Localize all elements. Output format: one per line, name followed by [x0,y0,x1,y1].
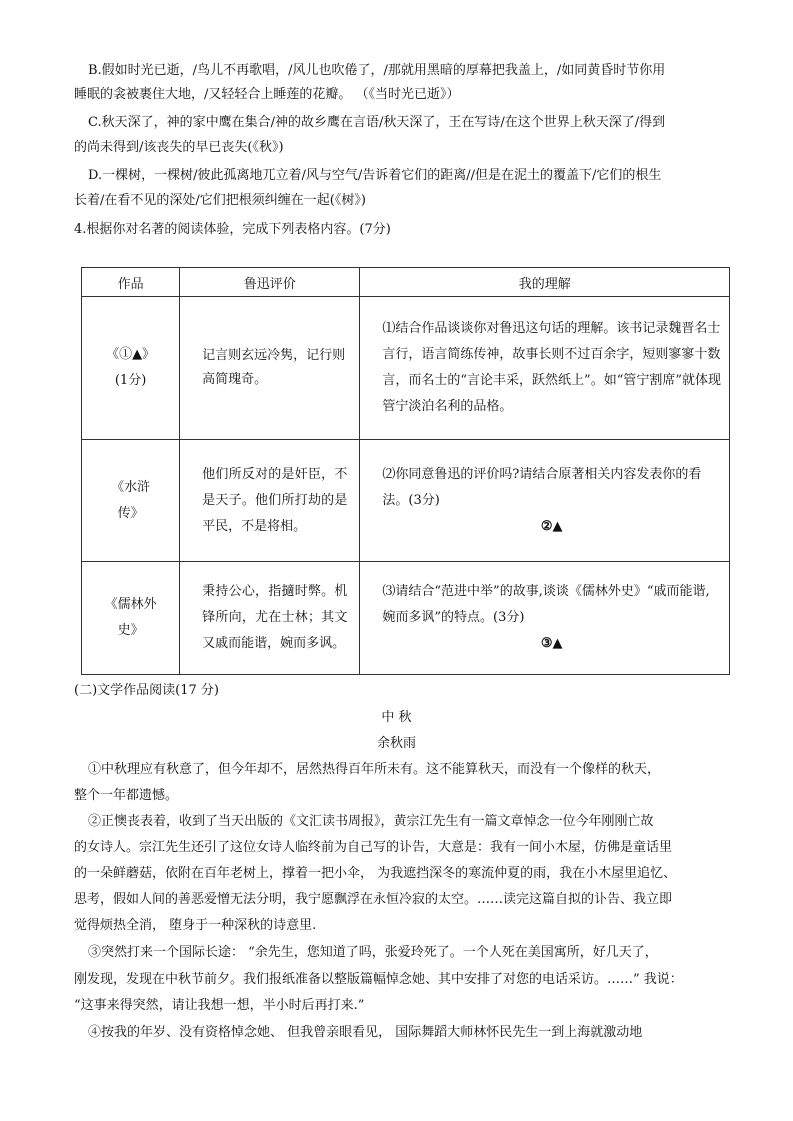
poem-b-line2: 睡眠的衾被裹住大地，/又轻轻合上睡莲的花瓣。 （《当时光已逝》） [74,87,460,102]
paragraph-2-line1: ②正懊丧表着，收到了当天出版的《文汇读书周报》，黄宗江先生有一篇文章悼念一位今年刚刚亡故 [88,814,654,829]
paragraph-1-line1: ①中秋理应有秋意了，但今年却不，居然热得百年所未有。这不能算秋天，而没有一个像样的秋天， [88,762,661,777]
poem-c-line2: 的尚未得到/该丧失的早已丧失(《秋》) [74,140,284,155]
work-score: (1分) [114,373,147,388]
understanding-text: ⑵你同意鲁迅的评价吗?请结合原著相关内容发表你的看法。(3分) [382,466,702,508]
answer-placeholder[interactable]: ②▲ [540,518,563,534]
work-cell [82,562,180,675]
paragraph-2-line2: 的女诗人。宗江先生还引了这位女诗人临终前为自己写的讣告，大意是：我有一间小木屋，仿佛是童话里 [74,840,673,855]
paragraph-1-line2: 整个一年都遗憾。 [74,788,179,803]
work-title: 《水浒 [111,479,151,495]
understanding-text: ⑴结合作品谈谈你对鲁迅这句话的理解。该书记录魏晋名士言行，语言简练传神，故事长则不过百余字，短则寥寥十数言，而名士的“言论丰采，跃然纸上”。如“管宁割席”就体现管宁淡泊名利的品格。 [382,321,721,414]
poem-d-line1: D.一棵树，一棵树/彼此孤离地兀立着/风与空气/告诉着它们的距离//但是在泥土的覆盖下/它们的根生 [88,168,662,183]
paragraph-2-line5: 觉得烦热全消， 堕身于一种深秋的诗意里. [74,918,317,933]
work-title-cont: 史》 [117,623,144,638]
understanding-cell [360,440,730,562]
paragraph-3-line2: 刚发现，发现在中秋节前夕。我们报纸准备以整版篇幅悼念她、其中安排了对您的电话采访。……” 我说： [74,972,683,987]
lu-xun-evaluation: 他们所反对的是奸臣，不是天子。他们所打劫的是平民，不是将相。 [180,440,360,562]
work-title-cont: 传》 [117,505,144,521]
paragraph-3-line1: ③突然打来一个国际长途： “余先生，您知道了吗，张爱玲死了。一个人死在美国寓所，好几天了， [88,945,658,960]
paragraph-4-line1: ④按我的年岁、没有资格悼念她、 但我曾亲眼看见， 国际舞蹈大师林怀民先生一到上海就激动地 [88,1025,643,1040]
article-title: 中 秋 [381,710,412,725]
table-header-row [82,268,730,297]
lu-xun-evaluation: 秉持公心，指擿时弊。机锋所向，尤在士林；其文又戚而能谐，婉而多讽。 [180,562,360,675]
paragraph-3-line3: “这事来得突然，请让我想一想，半小时后再打来.” [74,998,365,1013]
work-title: 《儒林外 [104,597,157,612]
work-cell [82,440,180,562]
paragraph-2-line3: 的一朵鲜蘑菇，依附在百年老树上，撑着一把小伞， 为我遮挡深冬的寒流仲夏的雨，我在小木屋里追忆、 [74,866,677,881]
understanding-text: ⑶请结合“范进中举”的故事,谈谈《儒林外史》“戚而能谐,婉而多讽”的特点。(3分) [382,584,710,625]
article-author: 余秋雨 [376,736,416,751]
header-understanding: 我的理解 [360,268,730,297]
section-heading: (二)文学作品阅读(17 分) [74,683,219,698]
paragraph-2-line4: 思考，假如人间的善恶爱憎无法分明，我宁愿飘浮在永恒冷寂的太空。……读完这篇自拟的讣告、我立即 [74,892,673,907]
table-row [82,562,730,675]
understanding-cell [360,297,730,440]
table-row [82,440,730,562]
work-cell [82,297,180,440]
poem-d-line2: 长着/在看不见的深处/它们把根须纠缠在一起(《树》) [74,193,366,208]
poem-b-line1: B.假如时光已逝，/鸟儿不再歌唱，/风儿也吹倦了，/那就用黑暗的厚幕把我盖上，/如同黄昏时节你用 [88,63,666,78]
header-evaluation: 鲁迅评价 [180,268,360,297]
table-row [82,297,730,440]
question-4: 4.根据你对名著的阅读体验，完成下列表格内容。(7分) [74,222,391,237]
header-work: 作品 [82,268,180,297]
reading-table [81,267,730,675]
work-title: 《①▲》 [106,347,156,362]
understanding-cell [360,562,730,675]
lu-xun-evaluation: 记言则玄远冷隽，记行则高简瑰奇。 [180,297,360,440]
answer-placeholder[interactable]: ③▲ [540,636,563,651]
poem-c-line1: C.秋天深了，神的家中鹰在集合/神的故乡鹰在言语/秋天深了，王在写诗/在这个世界上秋天深了/得到 [88,115,666,130]
